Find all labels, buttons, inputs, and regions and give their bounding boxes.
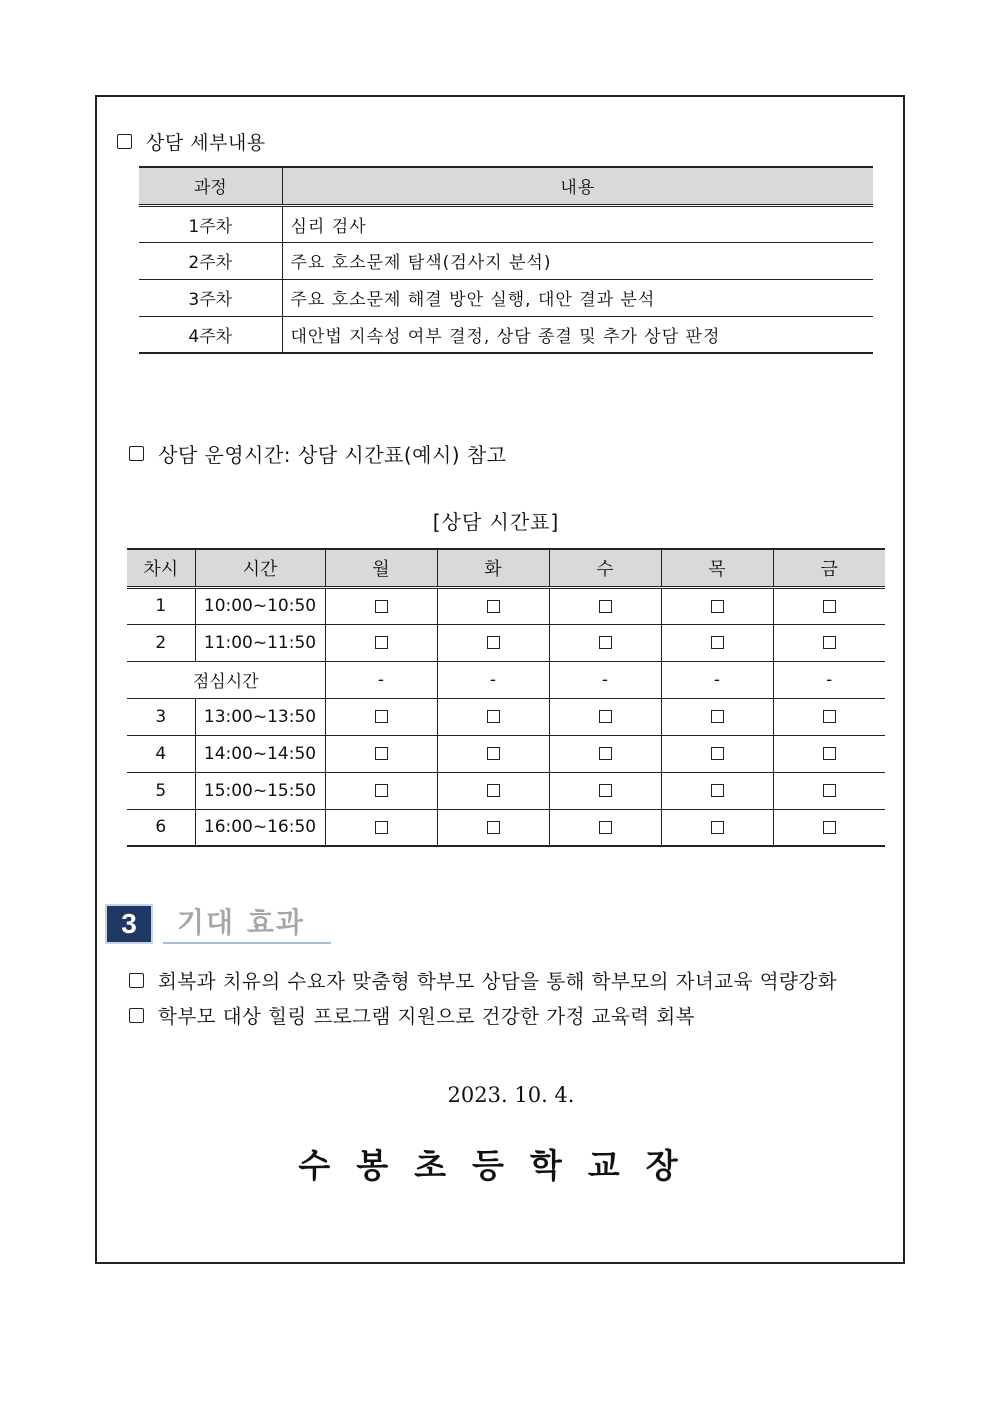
signer-name: 수봉초등학교장 — [298, 1146, 704, 1185]
slot-cell — [325, 809, 437, 846]
table-row — [127, 735, 885, 772]
slot-checkbox[interactable] — [375, 636, 388, 649]
table-row — [127, 587, 885, 624]
slot-cell — [437, 624, 549, 661]
slot-checkbox[interactable] — [375, 600, 388, 613]
time-cell: 16:00~16:50 — [195, 809, 325, 846]
schedule-header-time: 시간 — [195, 549, 325, 587]
slot-checkbox[interactable] — [487, 710, 500, 723]
lunch-row — [127, 661, 885, 698]
schedule-caption: [상담 시간표] — [432, 510, 560, 534]
checkbox-bullet-icon — [129, 1008, 144, 1023]
slot-cell — [661, 587, 773, 624]
slot-checkbox[interactable] — [599, 636, 612, 649]
lunch-mark: - — [773, 661, 885, 698]
period-cell: 5 — [127, 772, 195, 809]
time-cell: 11:00~11:50 — [195, 624, 325, 661]
table-row — [127, 809, 885, 846]
slot-cell — [661, 772, 773, 809]
schedule-header-wed: 수 — [549, 549, 661, 587]
lunch-mark: - — [325, 661, 437, 698]
slot-checkbox[interactable] — [711, 747, 724, 760]
schedule-table — [127, 548, 885, 847]
detail-content: 대안법 지속성 여부 결정, 상담 종결 및 추가 상담 판정 — [282, 316, 873, 353]
schedule-header-period: 차시 — [127, 549, 195, 587]
slot-cell — [773, 624, 885, 661]
schedule-header-mon: 월 — [325, 549, 437, 587]
table-row — [139, 316, 873, 353]
slot-checkbox[interactable] — [599, 821, 612, 834]
slot-cell — [325, 735, 437, 772]
slot-checkbox[interactable] — [823, 784, 836, 797]
period-cell: 1 — [127, 587, 195, 624]
document-date: 2023. 10. 4. — [447, 1083, 575, 1107]
slot-cell — [549, 624, 661, 661]
slot-cell — [325, 624, 437, 661]
slot-cell — [437, 735, 549, 772]
detail-stage: 2주차 — [139, 242, 282, 279]
slot-checkbox[interactable] — [823, 600, 836, 613]
table-row — [139, 242, 873, 279]
checkbox-bullet-icon — [129, 446, 144, 461]
lunch-mark: - — [549, 661, 661, 698]
slot-checkbox[interactable] — [375, 784, 388, 797]
slot-checkbox[interactable] — [487, 636, 500, 649]
slot-checkbox[interactable] — [823, 636, 836, 649]
detail-heading — [117, 128, 266, 155]
time-cell: 13:00~13:50 — [195, 698, 325, 735]
effect-item — [129, 966, 837, 994]
detail-heading-text: 상담 세부내용 — [146, 132, 266, 154]
slot-checkbox[interactable] — [375, 821, 388, 834]
slot-cell — [437, 809, 549, 846]
slot-cell — [773, 698, 885, 735]
lunch-label: 점심시간 — [127, 661, 325, 698]
detail-content: 심리 검사 — [282, 205, 873, 242]
lunch-mark: - — [437, 661, 549, 698]
slot-cell — [661, 735, 773, 772]
slot-checkbox[interactable] — [823, 821, 836, 834]
checkbox-bullet-icon — [117, 134, 132, 149]
period-cell: 6 — [127, 809, 195, 846]
slot-cell — [773, 772, 885, 809]
slot-cell — [661, 624, 773, 661]
detail-header-row — [139, 167, 873, 205]
slot-checkbox[interactable] — [599, 784, 612, 797]
slot-cell — [661, 698, 773, 735]
slot-checkbox[interactable] — [711, 600, 724, 613]
slot-cell — [549, 587, 661, 624]
time-cell: 14:00~14:50 — [195, 735, 325, 772]
effect-item — [129, 1001, 695, 1029]
period-cell: 2 — [127, 624, 195, 661]
slot-checkbox[interactable] — [487, 784, 500, 797]
table-row — [127, 624, 885, 661]
schedule-header-fri: 금 — [773, 549, 885, 587]
detail-header-content: 내용 — [282, 167, 873, 205]
slot-checkbox[interactable] — [823, 747, 836, 760]
operating-hours-text: 상담 운영시간: 상담 시간표(예시) 참고 — [158, 443, 507, 467]
detail-content: 주요 호소문제 해결 방안 실행, 대안 결과 분석 — [282, 279, 873, 316]
time-cell: 15:00~15:50 — [195, 772, 325, 809]
slot-checkbox[interactable] — [711, 636, 724, 649]
operating-hours — [129, 439, 507, 468]
table-row — [127, 698, 885, 735]
slot-cell — [325, 587, 437, 624]
detail-stage: 3주차 — [139, 279, 282, 316]
slot-checkbox[interactable] — [487, 821, 500, 834]
schedule-header-thu: 목 — [661, 549, 773, 587]
slot-cell — [437, 698, 549, 735]
slot-cell — [549, 735, 661, 772]
slot-cell — [773, 809, 885, 846]
detail-header-stage: 과정 — [139, 167, 282, 205]
period-cell: 3 — [127, 698, 195, 735]
table-row — [139, 205, 873, 242]
detail-content: 주요 호소문제 탐색(검사지 분석) — [282, 242, 873, 279]
slot-checkbox[interactable] — [375, 710, 388, 723]
slot-checkbox[interactable] — [487, 747, 500, 760]
effect-item-text: 학부모 대상 힐링 프로그램 지원으로 건강한 가정 교육력 회복 — [158, 1005, 696, 1028]
detail-table — [139, 166, 873, 354]
time-cell: 10:00~10:50 — [195, 587, 325, 624]
slot-cell — [437, 587, 549, 624]
slot-cell — [773, 735, 885, 772]
slot-cell — [549, 772, 661, 809]
table-row — [139, 279, 873, 316]
schedule-header-row — [127, 549, 885, 587]
period-cell: 4 — [127, 735, 195, 772]
slot-checkbox[interactable] — [375, 747, 388, 760]
section-number: 3 — [105, 904, 153, 944]
slot-checkbox[interactable] — [711, 821, 724, 834]
lunch-mark: - — [661, 661, 773, 698]
slot-checkbox[interactable] — [711, 710, 724, 723]
checkbox-bullet-icon — [129, 973, 144, 988]
section-title: 기대 효과 — [163, 904, 331, 944]
detail-stage: 1주차 — [139, 205, 282, 242]
effect-item-text: 회복과 치유의 수요자 맞춤형 학부모 상담을 통해 학부모의 자녀교육 역량강화 — [158, 970, 838, 993]
slot-checkbox[interactable] — [487, 600, 500, 613]
slot-cell — [549, 809, 661, 846]
slot-checkbox[interactable] — [711, 784, 724, 797]
slot-cell — [549, 698, 661, 735]
schedule-header-tue: 화 — [437, 549, 549, 587]
table-row — [127, 772, 885, 809]
slot-cell — [325, 772, 437, 809]
slot-checkbox[interactable] — [823, 710, 836, 723]
slot-checkbox[interactable] — [599, 710, 612, 723]
detail-stage: 4주차 — [139, 316, 282, 353]
slot-cell — [773, 587, 885, 624]
slot-cell — [661, 809, 773, 846]
slot-cell — [437, 772, 549, 809]
slot-cell — [325, 698, 437, 735]
slot-checkbox[interactable] — [599, 600, 612, 613]
slot-checkbox[interactable] — [599, 747, 612, 760]
